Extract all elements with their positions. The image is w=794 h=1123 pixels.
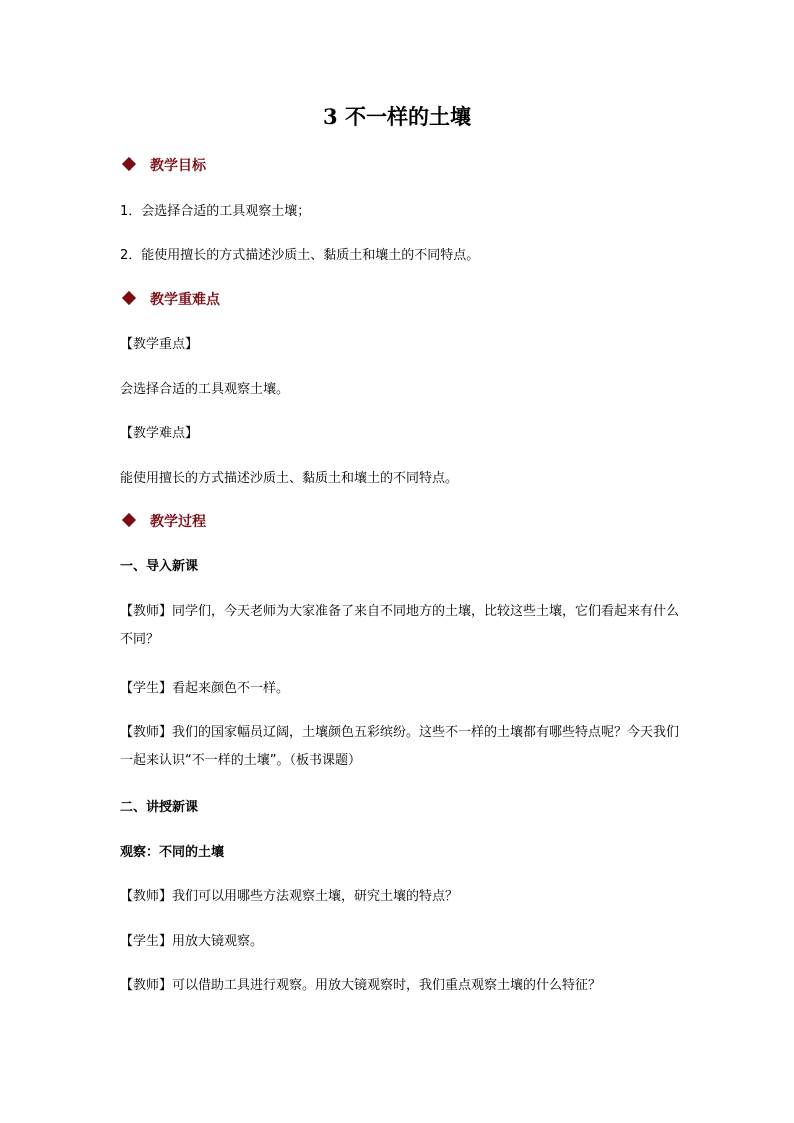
focus-text: 会选择合适的工具观察土壤。 <box>120 382 290 397</box>
goal-item-1: 1．会选择合适的工具观察土壤； <box>120 204 311 219</box>
diamond-bullet-icon <box>122 291 136 305</box>
section-heading-goals-text: 教学目标 <box>150 158 206 174</box>
section-heading-keypoints <box>120 289 220 311</box>
section-heading-process-text: 教学过程 <box>150 514 206 530</box>
paragraph-student-1: 【学生】看起来颜色不一样。 <box>120 681 290 696</box>
part1-title: 一、导入新课 <box>120 559 199 574</box>
difficulty-label: 【教学难点】 <box>120 426 199 441</box>
difficulty-text: 能使用擅长的方式描述沙质土、黏质土和壤土的不同特点。 <box>120 471 459 486</box>
section-heading-process <box>120 511 206 533</box>
section-heading-keypoints-text: 教学重难点 <box>150 292 220 308</box>
paragraph-teacher-3: 【教师】我们可以用哪些方法观察土壤，研究土壤的特点？ <box>120 889 459 904</box>
focus-label: 【教学重点】 <box>120 337 199 352</box>
diamond-bullet-icon <box>122 513 136 527</box>
paragraph-teacher-1: 【教师】同学们，今天老师为大家准备了来自不同地方的土壤，比较这些土壤，它们看起来有什么不同？ <box>120 604 680 647</box>
diamond-bullet-icon <box>122 157 136 171</box>
paragraph-teacher-4: 【教师】可以借助工具进行观察。用放大镜观察时，我们重点观察土壤的什么特征？ <box>120 978 602 993</box>
part2-title: 二、讲授新课 <box>120 800 199 815</box>
section-heading-goals <box>120 155 206 177</box>
goal-item-2: 2．能使用擅长的方式描述沙质土、黏质土和壤土的不同特点。 <box>120 248 480 263</box>
paragraph-teacher-2: 【教师】我们的国家幅员辽阔，土壤颜色五彩缤纷。这些不一样的土壤都有哪些特点呢？今天我们一起来认识“不一样的土壤”。（板书课题） <box>120 725 680 768</box>
paragraph-student-2: 【学生】用放大镜观察。 <box>120 934 264 949</box>
observe-title: 观察：不同的土壤 <box>120 845 225 860</box>
page-title: 3 不一样的土壤 <box>323 104 471 129</box>
